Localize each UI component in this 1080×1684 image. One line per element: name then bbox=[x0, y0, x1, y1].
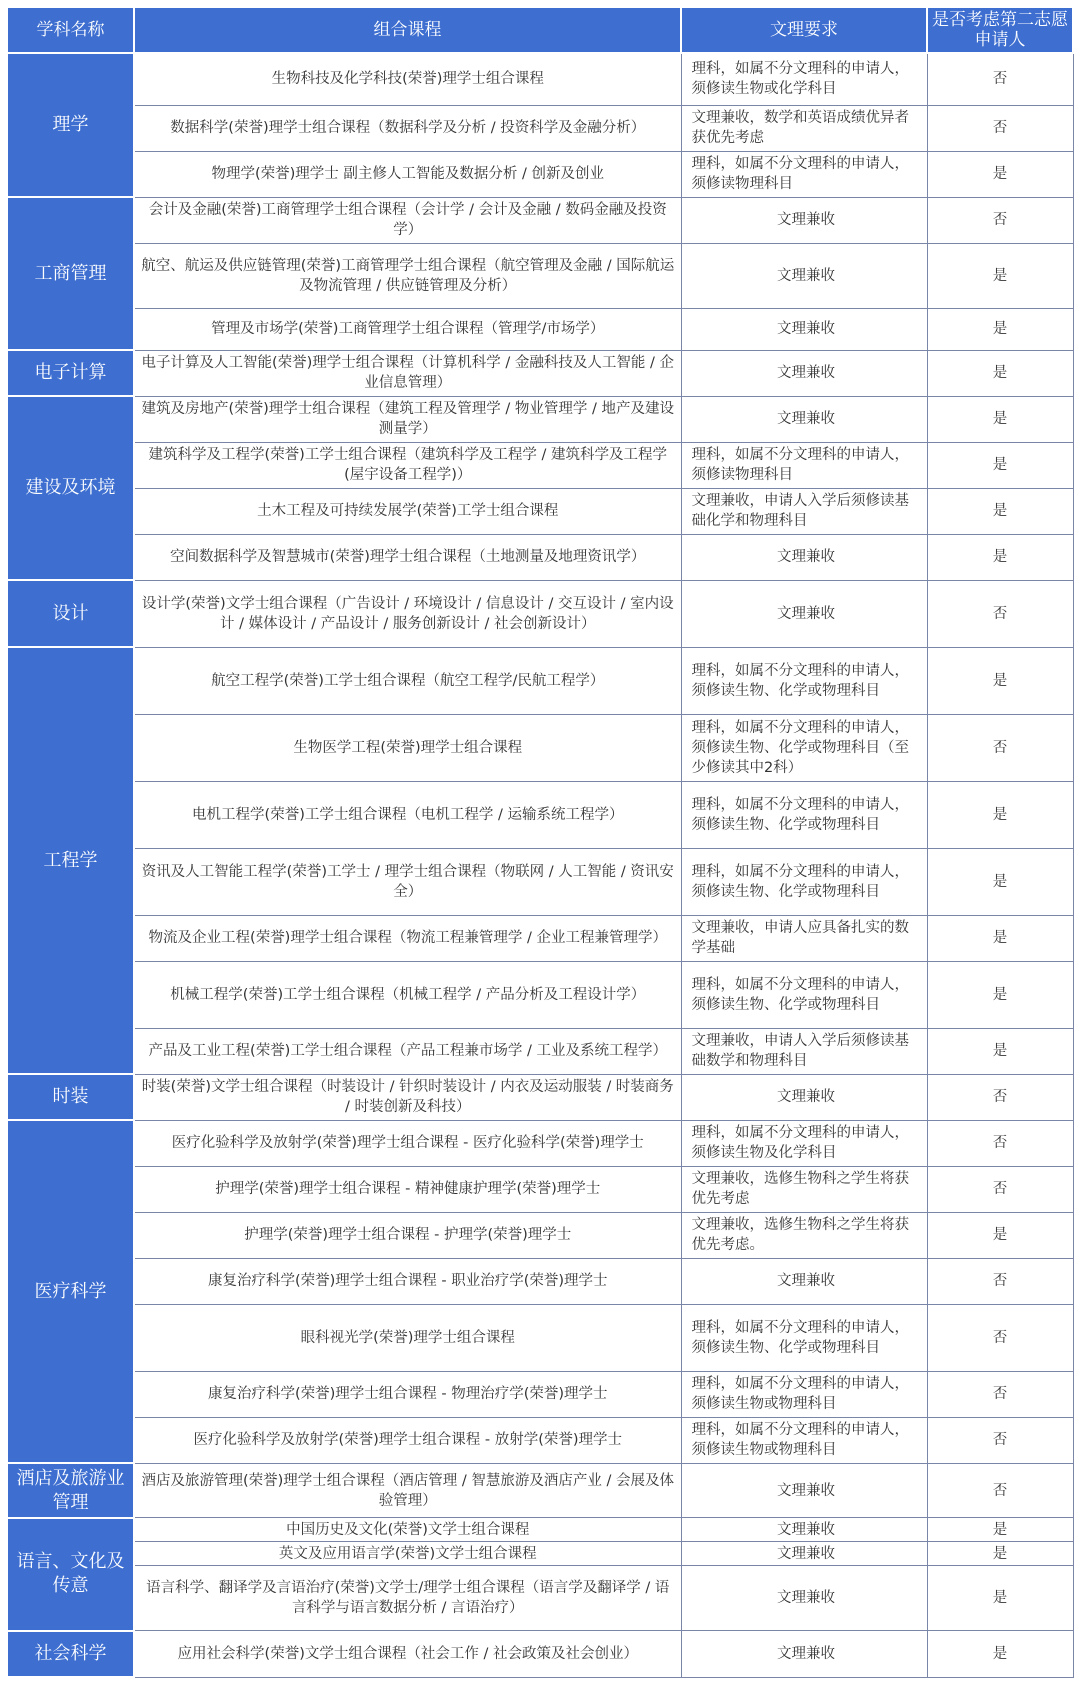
second-choice-cell: 否 bbox=[927, 1166, 1073, 1212]
requirement-cell: 文理兼收，选修生物科之学生将获优先考虑。 bbox=[681, 1212, 927, 1258]
table-row bbox=[7, 1074, 1073, 1120]
subject-cell: 酒店及旅游业管理 bbox=[7, 1463, 134, 1517]
table-row bbox=[7, 1120, 1073, 1166]
requirement-cell: 文理兼收，选修生物科之学生将获优先考虑 bbox=[681, 1166, 927, 1212]
requirement-cell: 理科，如属不分文理科的申请人，须修读生物、化学或物理科目 bbox=[681, 647, 927, 714]
requirement-cell: 文理兼收 bbox=[681, 350, 927, 396]
table-row bbox=[7, 1463, 1073, 1517]
course-cell: 医疗化验科学及放射学(荣誉)理学士组合课程 - 医疗化验科学(荣誉)理学士 bbox=[134, 1120, 681, 1166]
table-row bbox=[7, 580, 1073, 647]
course-cell: 应用社会科学(荣誉)文学士组合课程（社会工作 / 社会政策及社会创业） bbox=[134, 1631, 681, 1677]
table-row bbox=[7, 1258, 1073, 1304]
table-row bbox=[7, 1566, 1073, 1631]
requirement-cell: 理科，如属不分文理科的申请人，须修读生物及化学科目 bbox=[681, 1120, 927, 1166]
table-row bbox=[7, 1417, 1073, 1463]
requirement-cell: 理科，如属不分文理科的申请人，须修读生物、化学或物理科目 bbox=[681, 781, 927, 848]
course-cell: 建筑及房地产(荣誉)理学士组合课程（建筑工程及管理学 / 物业管理学 / 地产及建设测量学） bbox=[134, 396, 681, 442]
table-row bbox=[7, 396, 1073, 442]
requirement-cell: 文理兼收 bbox=[681, 1463, 927, 1517]
course-cell: 护理学(荣誉)理学士组合课程 - 精神健康护理学(荣誉)理学士 bbox=[134, 1166, 681, 1212]
second-choice-cell: 是 bbox=[927, 848, 1073, 915]
course-cell: 物流及企业工程(荣誉)理学士组合课程（物流工程兼管理学 / 企业工程兼管理学） bbox=[134, 915, 681, 961]
course-cell: 酒店及旅游管理(荣誉)理学士组合课程（酒店管理 / 智慧旅游及酒店产业 / 会展及体验管理） bbox=[134, 1463, 681, 1517]
course-cell: 电子计算及人工智能(荣誉)理学士组合课程（计算机科学 / 金融科技及人工智能 / 企业信息管理） bbox=[134, 350, 681, 396]
table-row bbox=[7, 243, 1073, 308]
second-choice-cell: 否 bbox=[927, 53, 1073, 105]
requirement-cell: 文理兼收 bbox=[681, 1566, 927, 1631]
second-choice-cell: 是 bbox=[927, 647, 1073, 714]
course-cell: 生物科技及化学科技(荣誉)理学士组合课程 bbox=[134, 53, 681, 105]
table-row bbox=[7, 1304, 1073, 1371]
table-row bbox=[7, 442, 1073, 488]
course-cell: 康复治疗科学(荣誉)理学士组合课程 - 职业治疗学(荣誉)理学士 bbox=[134, 1258, 681, 1304]
course-cell: 电机工程学(荣誉)工学士组合课程（电机工程学 / 运输系统工程学） bbox=[134, 781, 681, 848]
course-cell: 资讯及人工智能工程学(荣誉)工学士 / 理学士组合课程（物联网 / 人工智能 / 资讯安全） bbox=[134, 848, 681, 915]
header-subject: 学科名称 bbox=[7, 7, 134, 53]
course-cell: 生物医学工程(荣誉)理学士组合课程 bbox=[134, 714, 681, 781]
course-cell: 空间数据科学及智慧城市(荣誉)理学士组合课程（土地测量及地理资讯学） bbox=[134, 534, 681, 580]
second-choice-cell: 否 bbox=[927, 1258, 1073, 1304]
subject-cell: 工商管理 bbox=[7, 197, 134, 350]
header-row bbox=[7, 7, 1073, 53]
course-cell: 康复治疗科学(荣誉)理学士组合课程 - 物理治疗学(荣誉)理学士 bbox=[134, 1371, 681, 1417]
second-choice-cell: 是 bbox=[927, 915, 1073, 961]
requirement-cell: 理科，如属不分文理科的申请人，须修读生物、化学或物理科目 bbox=[681, 961, 927, 1028]
second-choice-cell: 是 bbox=[927, 308, 1073, 350]
second-choice-cell: 是 bbox=[927, 534, 1073, 580]
requirement-cell: 理科，如属不分文理科的申请人，须修读生物或物理科目 bbox=[681, 1417, 927, 1463]
program-table bbox=[6, 6, 1074, 1678]
requirement-cell: 理科，如属不分文理科的申请人，须修读物理科目 bbox=[681, 442, 927, 488]
table-row bbox=[7, 1166, 1073, 1212]
subject-cell: 社会科学 bbox=[7, 1631, 134, 1677]
requirement-cell: 理科，如属不分文理科的申请人，须修读生物、化学或物理科目（至少修读其中2科） bbox=[681, 714, 927, 781]
header-requirement: 文理要求 bbox=[681, 7, 927, 53]
course-cell: 数据科学(荣誉)理学士组合课程（数据科学及分析 / 投资科学及金融分析） bbox=[134, 105, 681, 151]
course-cell: 时装(荣誉)文学士组合课程（时装设计 / 针织时装设计 / 内衣及运动服装 / 时装商务 / 时装创新及科技） bbox=[134, 1074, 681, 1120]
second-choice-cell: 是 bbox=[927, 151, 1073, 197]
table-row bbox=[7, 151, 1073, 197]
course-cell: 眼科视光学(荣誉)理学士组合课程 bbox=[134, 1304, 681, 1371]
requirement-cell: 文理兼收 bbox=[681, 243, 927, 308]
subject-cell: 理学 bbox=[7, 53, 134, 197]
header-second-choice: 是否考虑第二志愿申请人 bbox=[927, 7, 1073, 53]
second-choice-cell: 是 bbox=[927, 961, 1073, 1028]
table-row bbox=[7, 714, 1073, 781]
second-choice-cell: 是 bbox=[927, 442, 1073, 488]
header-course: 组合课程 bbox=[134, 7, 681, 53]
requirement-cell: 理科，如属不分文理科的申请人，须修读生物或化学科目 bbox=[681, 53, 927, 105]
table-row bbox=[7, 1212, 1073, 1258]
subject-cell: 建设及环境 bbox=[7, 396, 134, 580]
table-row bbox=[7, 961, 1073, 1028]
requirement-cell: 文理兼收 bbox=[681, 1258, 927, 1304]
second-choice-cell: 否 bbox=[927, 1120, 1073, 1166]
table-row bbox=[7, 197, 1073, 243]
course-cell: 航空、航运及供应链管理(荣誉)工商管理学士组合课程（航空管理及金融 / 国际航运及物流管理 / 供应链管理及分析） bbox=[134, 243, 681, 308]
course-cell: 中国历史及文化(荣誉)文学士组合课程 bbox=[134, 1518, 681, 1542]
second-choice-cell: 是 bbox=[927, 243, 1073, 308]
requirement-cell: 理科，如属不分文理科的申请人，须修读物理科目 bbox=[681, 151, 927, 197]
second-choice-cell: 否 bbox=[927, 714, 1073, 781]
course-cell: 产品及工业工程(荣誉)工学士组合课程（产品工程兼市场学 / 工业及系统工程学） bbox=[134, 1028, 681, 1074]
course-cell: 土木工程及可持续发展学(荣誉)工学士组合课程 bbox=[134, 488, 681, 534]
table-row bbox=[7, 53, 1073, 105]
table-row bbox=[7, 1028, 1073, 1074]
table-row bbox=[7, 350, 1073, 396]
table-row bbox=[7, 848, 1073, 915]
subject-cell: 工程学 bbox=[7, 647, 134, 1074]
requirement-cell: 文理兼收 bbox=[681, 308, 927, 350]
course-cell: 语言科学、翻译学及言语治疗(荣誉)文学士/理学士组合课程（语言学及翻译学 / 语言科学与语言数据分析 / 言语治疗） bbox=[134, 1566, 681, 1631]
requirement-cell: 文理兼收 bbox=[681, 197, 927, 243]
requirement-cell: 文理兼收，申请人应具备扎实的数学基础 bbox=[681, 915, 927, 961]
second-choice-cell: 是 bbox=[927, 1212, 1073, 1258]
requirement-cell: 文理兼收，申请人入学后须修读基础化学和物理科目 bbox=[681, 488, 927, 534]
subject-cell: 电子计算 bbox=[7, 350, 134, 396]
requirement-cell: 文理兼收 bbox=[681, 580, 927, 647]
second-choice-cell: 是 bbox=[927, 1518, 1073, 1542]
table-row bbox=[7, 1371, 1073, 1417]
requirement-cell: 理科，如属不分文理科的申请人，须修读生物、化学或物理科目 bbox=[681, 1304, 927, 1371]
subject-cell: 医疗科学 bbox=[7, 1120, 134, 1463]
course-cell: 管理及市场学(荣誉)工商管理学士组合课程（管理学/市场学） bbox=[134, 308, 681, 350]
course-cell: 设计学(荣誉)文学士组合课程（广告设计 / 环境设计 / 信息设计 / 交互设计 / 室内设计 / 媒体设计 / 产品设计 / 服务创新设计 / 社会创新设计） bbox=[134, 580, 681, 647]
requirement-cell: 文理兼收 bbox=[681, 1631, 927, 1677]
table-row bbox=[7, 647, 1073, 714]
table-row bbox=[7, 781, 1073, 848]
second-choice-cell: 否 bbox=[927, 1371, 1073, 1417]
requirement-cell: 理科，如属不分文理科的申请人，须修读生物、化学或物理科目 bbox=[681, 848, 927, 915]
second-choice-cell: 是 bbox=[927, 1631, 1073, 1677]
course-cell: 建筑科学及工程学(荣誉)工学士组合课程（建筑科学及工程学 / 建筑科学及工程学(屋宇设备工程学)） bbox=[134, 442, 681, 488]
course-cell: 护理学(荣誉)理学士组合课程 - 护理学(荣誉)理学士 bbox=[134, 1212, 681, 1258]
second-choice-cell: 是 bbox=[927, 1028, 1073, 1074]
table-row bbox=[7, 1518, 1073, 1542]
second-choice-cell: 是 bbox=[927, 488, 1073, 534]
course-cell: 会计及金融(荣誉)工商管理学士组合课程（会计学 / 会计及金融 / 数码金融及投资学） bbox=[134, 197, 681, 243]
table-row bbox=[7, 488, 1073, 534]
requirement-cell: 文理兼收 bbox=[681, 1518, 927, 1542]
requirement-cell: 文理兼收，申请人入学后须修读基础数学和物理科目 bbox=[681, 1028, 927, 1074]
course-cell: 机械工程学(荣誉)工学士组合课程（机械工程学 / 产品分析及工程设计学） bbox=[134, 961, 681, 1028]
table-row bbox=[7, 308, 1073, 350]
second-choice-cell: 否 bbox=[927, 197, 1073, 243]
table-row bbox=[7, 1631, 1073, 1677]
table-row bbox=[7, 915, 1073, 961]
course-cell: 医疗化验科学及放射学(荣誉)理学士组合课程 - 放射学(荣誉)理学士 bbox=[134, 1417, 681, 1463]
table-row bbox=[7, 1542, 1073, 1566]
requirement-cell: 理科，如属不分文理科的申请人，须修读生物或物理科目 bbox=[681, 1371, 927, 1417]
course-cell: 英文及应用语言学(荣誉)文学士组合课程 bbox=[134, 1542, 681, 1566]
second-choice-cell: 否 bbox=[927, 1304, 1073, 1371]
second-choice-cell: 是 bbox=[927, 1566, 1073, 1631]
requirement-cell: 文理兼收，数学和英语成绩优异者获优先考虑 bbox=[681, 105, 927, 151]
second-choice-cell: 否 bbox=[927, 1074, 1073, 1120]
second-choice-cell: 否 bbox=[927, 580, 1073, 647]
second-choice-cell: 否 bbox=[927, 1417, 1073, 1463]
table-body bbox=[7, 53, 1073, 1677]
course-cell: 航空工程学(荣誉)工学士组合课程（航空工程学/民航工程学） bbox=[134, 647, 681, 714]
course-cell: 物理学(荣誉)理学士 副主修人工智能及数据分析 / 创新及创业 bbox=[134, 151, 681, 197]
subject-cell: 语言、文化及传意 bbox=[7, 1518, 134, 1631]
subject-cell: 时装 bbox=[7, 1074, 134, 1120]
second-choice-cell: 是 bbox=[927, 396, 1073, 442]
second-choice-cell: 否 bbox=[927, 1463, 1073, 1517]
table-row bbox=[7, 105, 1073, 151]
requirement-cell: 文理兼收 bbox=[681, 534, 927, 580]
table-row bbox=[7, 534, 1073, 580]
subject-cell: 设计 bbox=[7, 580, 134, 647]
requirement-cell: 文理兼收 bbox=[681, 396, 927, 442]
second-choice-cell: 是 bbox=[927, 1542, 1073, 1566]
second-choice-cell: 否 bbox=[927, 105, 1073, 151]
requirement-cell: 文理兼收 bbox=[681, 1074, 927, 1120]
second-choice-cell: 是 bbox=[927, 350, 1073, 396]
requirement-cell: 文理兼收 bbox=[681, 1542, 927, 1566]
second-choice-cell: 是 bbox=[927, 781, 1073, 848]
